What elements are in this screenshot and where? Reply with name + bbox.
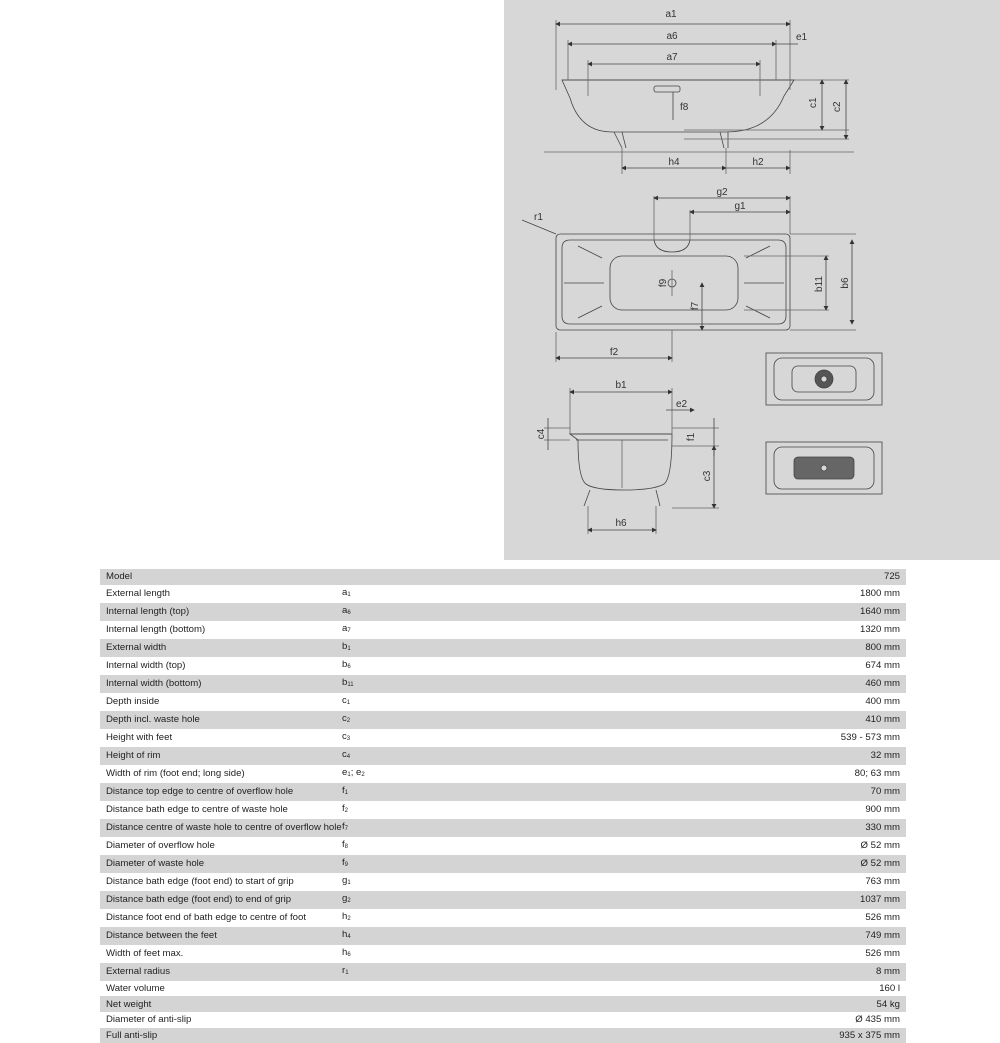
symbol-index: 1 xyxy=(347,700,350,706)
row-label: Distance between the feet xyxy=(100,927,342,945)
dim-label-a1: a1 xyxy=(665,9,677,20)
row-symbol xyxy=(342,603,412,621)
row-value: 160 l xyxy=(412,981,906,997)
spec-table-body xyxy=(100,569,906,1043)
dim-label-h6: h6 xyxy=(615,518,627,529)
dim-label-b11: b11 xyxy=(814,276,825,292)
row-value: 1640 mm xyxy=(412,603,906,621)
dim-label-f8: f8 xyxy=(680,102,689,113)
technical-drawing-panel xyxy=(504,0,1000,560)
header-model-value: 725 xyxy=(412,569,906,585)
symbol-index: 2 xyxy=(347,718,350,724)
row-label: Depth incl. waste hole xyxy=(100,711,342,729)
row-label: Depth inside xyxy=(100,693,342,711)
row-label: Distance bath edge to centre of waste hole xyxy=(100,801,342,819)
row-symbol xyxy=(342,1028,412,1043)
row-label: Net weight xyxy=(100,996,342,1012)
table-row xyxy=(100,837,906,855)
row-symbol xyxy=(342,981,412,997)
row-symbol xyxy=(342,693,412,711)
row-value: 330 mm xyxy=(412,819,906,837)
row-symbol xyxy=(342,909,412,927)
row-symbol xyxy=(342,639,412,657)
row-symbol xyxy=(342,945,412,963)
row-value: 749 mm xyxy=(412,927,906,945)
row-label: Height of rim xyxy=(100,747,342,765)
dim-label-g2: g2 xyxy=(716,187,728,198)
row-label: Full anti-slip xyxy=(100,1028,342,1043)
symbol-letter: a xyxy=(342,623,347,634)
table-row xyxy=(100,996,906,1012)
symbol-letter: h xyxy=(342,947,347,958)
row-value: 1037 mm xyxy=(412,891,906,909)
row-label: Height with feet xyxy=(100,729,342,747)
row-symbol xyxy=(342,996,412,1012)
symbol-letter: f xyxy=(342,839,345,850)
symbol-index: 6 xyxy=(347,952,350,958)
dim-label-b1: b1 xyxy=(615,380,627,391)
row-value: 80; 63 mm xyxy=(412,765,906,783)
table-header-row xyxy=(100,569,906,585)
row-label: Internal length (bottom) xyxy=(100,621,342,639)
row-label: Internal length (top) xyxy=(100,603,342,621)
dim-label-h2: h2 xyxy=(752,157,764,168)
symbol-letter: b xyxy=(342,641,347,652)
table-row xyxy=(100,747,906,765)
row-symbol xyxy=(342,729,412,747)
symbol-index: 3 xyxy=(347,736,350,742)
row-value: 70 mm xyxy=(412,783,906,801)
row-value: Ø 52 mm xyxy=(412,837,906,855)
row-symbol xyxy=(342,891,412,909)
table-row xyxy=(100,765,906,783)
table-row xyxy=(100,1028,906,1043)
end-view-drawing xyxy=(544,388,719,534)
row-value: 935 x 375 mm xyxy=(412,1028,906,1043)
symbol-index: 4 xyxy=(347,934,350,940)
row-label: Water volume xyxy=(100,981,342,997)
dim-label-r1: r1 xyxy=(534,212,543,223)
symbol-letter: h xyxy=(342,911,347,922)
row-symbol xyxy=(342,801,412,819)
symbol-index: 1 xyxy=(345,970,348,976)
dim-label-a7: a7 xyxy=(666,52,678,63)
row-value: 54 kg xyxy=(412,996,906,1012)
dim-label-f1: f1 xyxy=(686,432,697,441)
dim-label-e2: e2 xyxy=(676,399,688,410)
table-row xyxy=(100,891,906,909)
row-value: 400 mm xyxy=(412,693,906,711)
row-value: 8 mm xyxy=(412,963,906,981)
symbol-index: 1 xyxy=(345,790,348,796)
row-label: Width of feet max. xyxy=(100,945,342,963)
row-symbol xyxy=(342,963,412,981)
dim-label-a6: a6 xyxy=(666,31,678,42)
symbol-letter: b xyxy=(342,677,347,688)
row-symbol xyxy=(342,873,412,891)
table-row xyxy=(100,729,906,747)
dim-label-c4: c4 xyxy=(536,428,547,439)
dim-label-f7: f7 xyxy=(690,301,701,310)
symbol-index: 2 xyxy=(345,808,348,814)
symbol-letter: a xyxy=(342,587,347,598)
dim-label-c2: c2 xyxy=(832,101,843,112)
row-symbol xyxy=(342,675,412,693)
dim-label-e1: e1 xyxy=(796,32,808,43)
row-symbol xyxy=(342,765,412,783)
symbol-letter: a xyxy=(342,605,347,616)
row-symbol xyxy=(342,747,412,765)
table-row xyxy=(100,603,906,621)
row-label: Diameter of overflow hole xyxy=(100,837,342,855)
row-value: 800 mm xyxy=(412,639,906,657)
table-row xyxy=(100,585,906,603)
row-symbol xyxy=(342,621,412,639)
row-label: External length xyxy=(100,585,342,603)
row-value: 32 mm xyxy=(412,747,906,765)
row-symbol xyxy=(342,783,412,801)
symbol-letter: c xyxy=(342,695,347,706)
row-symbol xyxy=(342,657,412,675)
symbol-letter: b xyxy=(342,659,347,670)
technical-drawing xyxy=(504,0,1000,560)
row-value: 763 mm xyxy=(412,873,906,891)
row-label: Distance foot end of bath edge to centre of foot xyxy=(100,909,342,927)
symbol-letter: r xyxy=(342,965,345,976)
table-row xyxy=(100,621,906,639)
symbol-index: 1 xyxy=(347,772,350,778)
row-value: 460 mm xyxy=(412,675,906,693)
row-symbol xyxy=(342,819,412,837)
symbol-index: 1 xyxy=(347,646,350,652)
spec-table xyxy=(100,569,906,1043)
table-row xyxy=(100,981,906,997)
symbol-index: 7 xyxy=(345,826,348,832)
row-label: Internal width (bottom) xyxy=(100,675,342,693)
header-symbol xyxy=(342,569,412,585)
table-row xyxy=(100,711,906,729)
row-label: Diameter of anti-slip xyxy=(100,1012,342,1028)
table-row xyxy=(100,693,906,711)
symbol-index: 1 xyxy=(347,880,350,886)
dim-label-c3: c3 xyxy=(702,470,713,481)
symbol-letter: c xyxy=(342,731,347,742)
row-value: 526 mm xyxy=(412,909,906,927)
row-value: 1320 mm xyxy=(412,621,906,639)
row-symbol xyxy=(342,837,412,855)
symbol-letter: h xyxy=(342,929,347,940)
symbol-letter: g xyxy=(342,875,347,886)
row-label: Distance bath edge (foot end) to start of grip xyxy=(100,873,342,891)
row-symbol xyxy=(342,1012,412,1028)
row-label: Distance centre of waste hole to centre of overflow hole xyxy=(100,819,342,837)
symbol-index: 6 xyxy=(347,664,350,670)
row-label: Width of rim (foot end; long side) xyxy=(100,765,342,783)
symbol-letter: f xyxy=(342,785,345,796)
symbol-index: 2 xyxy=(347,898,350,904)
table-row xyxy=(100,963,906,981)
symbol-index: 11 xyxy=(347,682,353,688)
symbol-letter: c xyxy=(342,713,347,724)
table-row xyxy=(100,873,906,891)
dim-label-f9: f9 xyxy=(658,278,669,287)
symbol-index: 7 xyxy=(347,628,350,634)
row-value: 539 - 573 mm xyxy=(412,729,906,747)
dim-label-h4: h4 xyxy=(668,157,680,168)
row-value: Ø 435 mm xyxy=(412,1012,906,1028)
table-row xyxy=(100,783,906,801)
symbol-index: 2 xyxy=(361,772,364,778)
symbol-letter: ; e xyxy=(351,767,362,778)
row-symbol xyxy=(342,855,412,873)
row-label: Diameter of waste hole xyxy=(100,855,342,873)
symbol-index: 4 xyxy=(347,754,350,760)
symbol-index: 2 xyxy=(347,916,350,922)
table-row xyxy=(100,909,906,927)
table-row xyxy=(100,657,906,675)
symbol-letter: f xyxy=(342,803,345,814)
row-label: Internal width (top) xyxy=(100,657,342,675)
table-row xyxy=(100,1012,906,1028)
row-label: External radius xyxy=(100,963,342,981)
table-row xyxy=(100,855,906,873)
row-symbol xyxy=(342,927,412,945)
row-label: Distance bath edge (foot end) to end of grip xyxy=(100,891,342,909)
table-row xyxy=(100,801,906,819)
anti-slip-round-drawing xyxy=(766,353,882,405)
anti-slip-full-drawing xyxy=(766,442,882,494)
table-row xyxy=(100,639,906,657)
table-row xyxy=(100,945,906,963)
row-label: Distance top edge to centre of overflow hole xyxy=(100,783,342,801)
table-row xyxy=(100,927,906,945)
symbol-index: 6 xyxy=(347,610,350,616)
symbol-index: 9 xyxy=(345,862,348,868)
dim-label-f2: f2 xyxy=(610,347,619,358)
row-symbol xyxy=(342,585,412,603)
symbol-letter: g xyxy=(342,893,347,904)
row-value: 1800 mm xyxy=(412,585,906,603)
dim-label-g1: g1 xyxy=(734,201,746,212)
symbol-letter: f xyxy=(342,821,345,832)
top-view-drawing xyxy=(522,196,856,362)
row-value: 410 mm xyxy=(412,711,906,729)
row-value: 526 mm xyxy=(412,945,906,963)
symbol-letter: c xyxy=(342,749,347,760)
symbol-index: 1 xyxy=(347,592,350,598)
row-value: 674 mm xyxy=(412,657,906,675)
header-label: Model xyxy=(100,569,342,585)
symbol-index: 8 xyxy=(345,844,348,850)
row-label: External width xyxy=(100,639,342,657)
row-value: 900 mm xyxy=(412,801,906,819)
row-value: Ø 52 mm xyxy=(412,855,906,873)
side-view-drawing xyxy=(544,20,854,174)
dim-label-c1: c1 xyxy=(808,97,819,108)
row-symbol xyxy=(342,711,412,729)
symbol-letter: e xyxy=(342,767,347,778)
table-row xyxy=(100,819,906,837)
dim-label-b6: b6 xyxy=(840,277,851,289)
symbol-letter: f xyxy=(342,857,345,868)
table-row xyxy=(100,675,906,693)
